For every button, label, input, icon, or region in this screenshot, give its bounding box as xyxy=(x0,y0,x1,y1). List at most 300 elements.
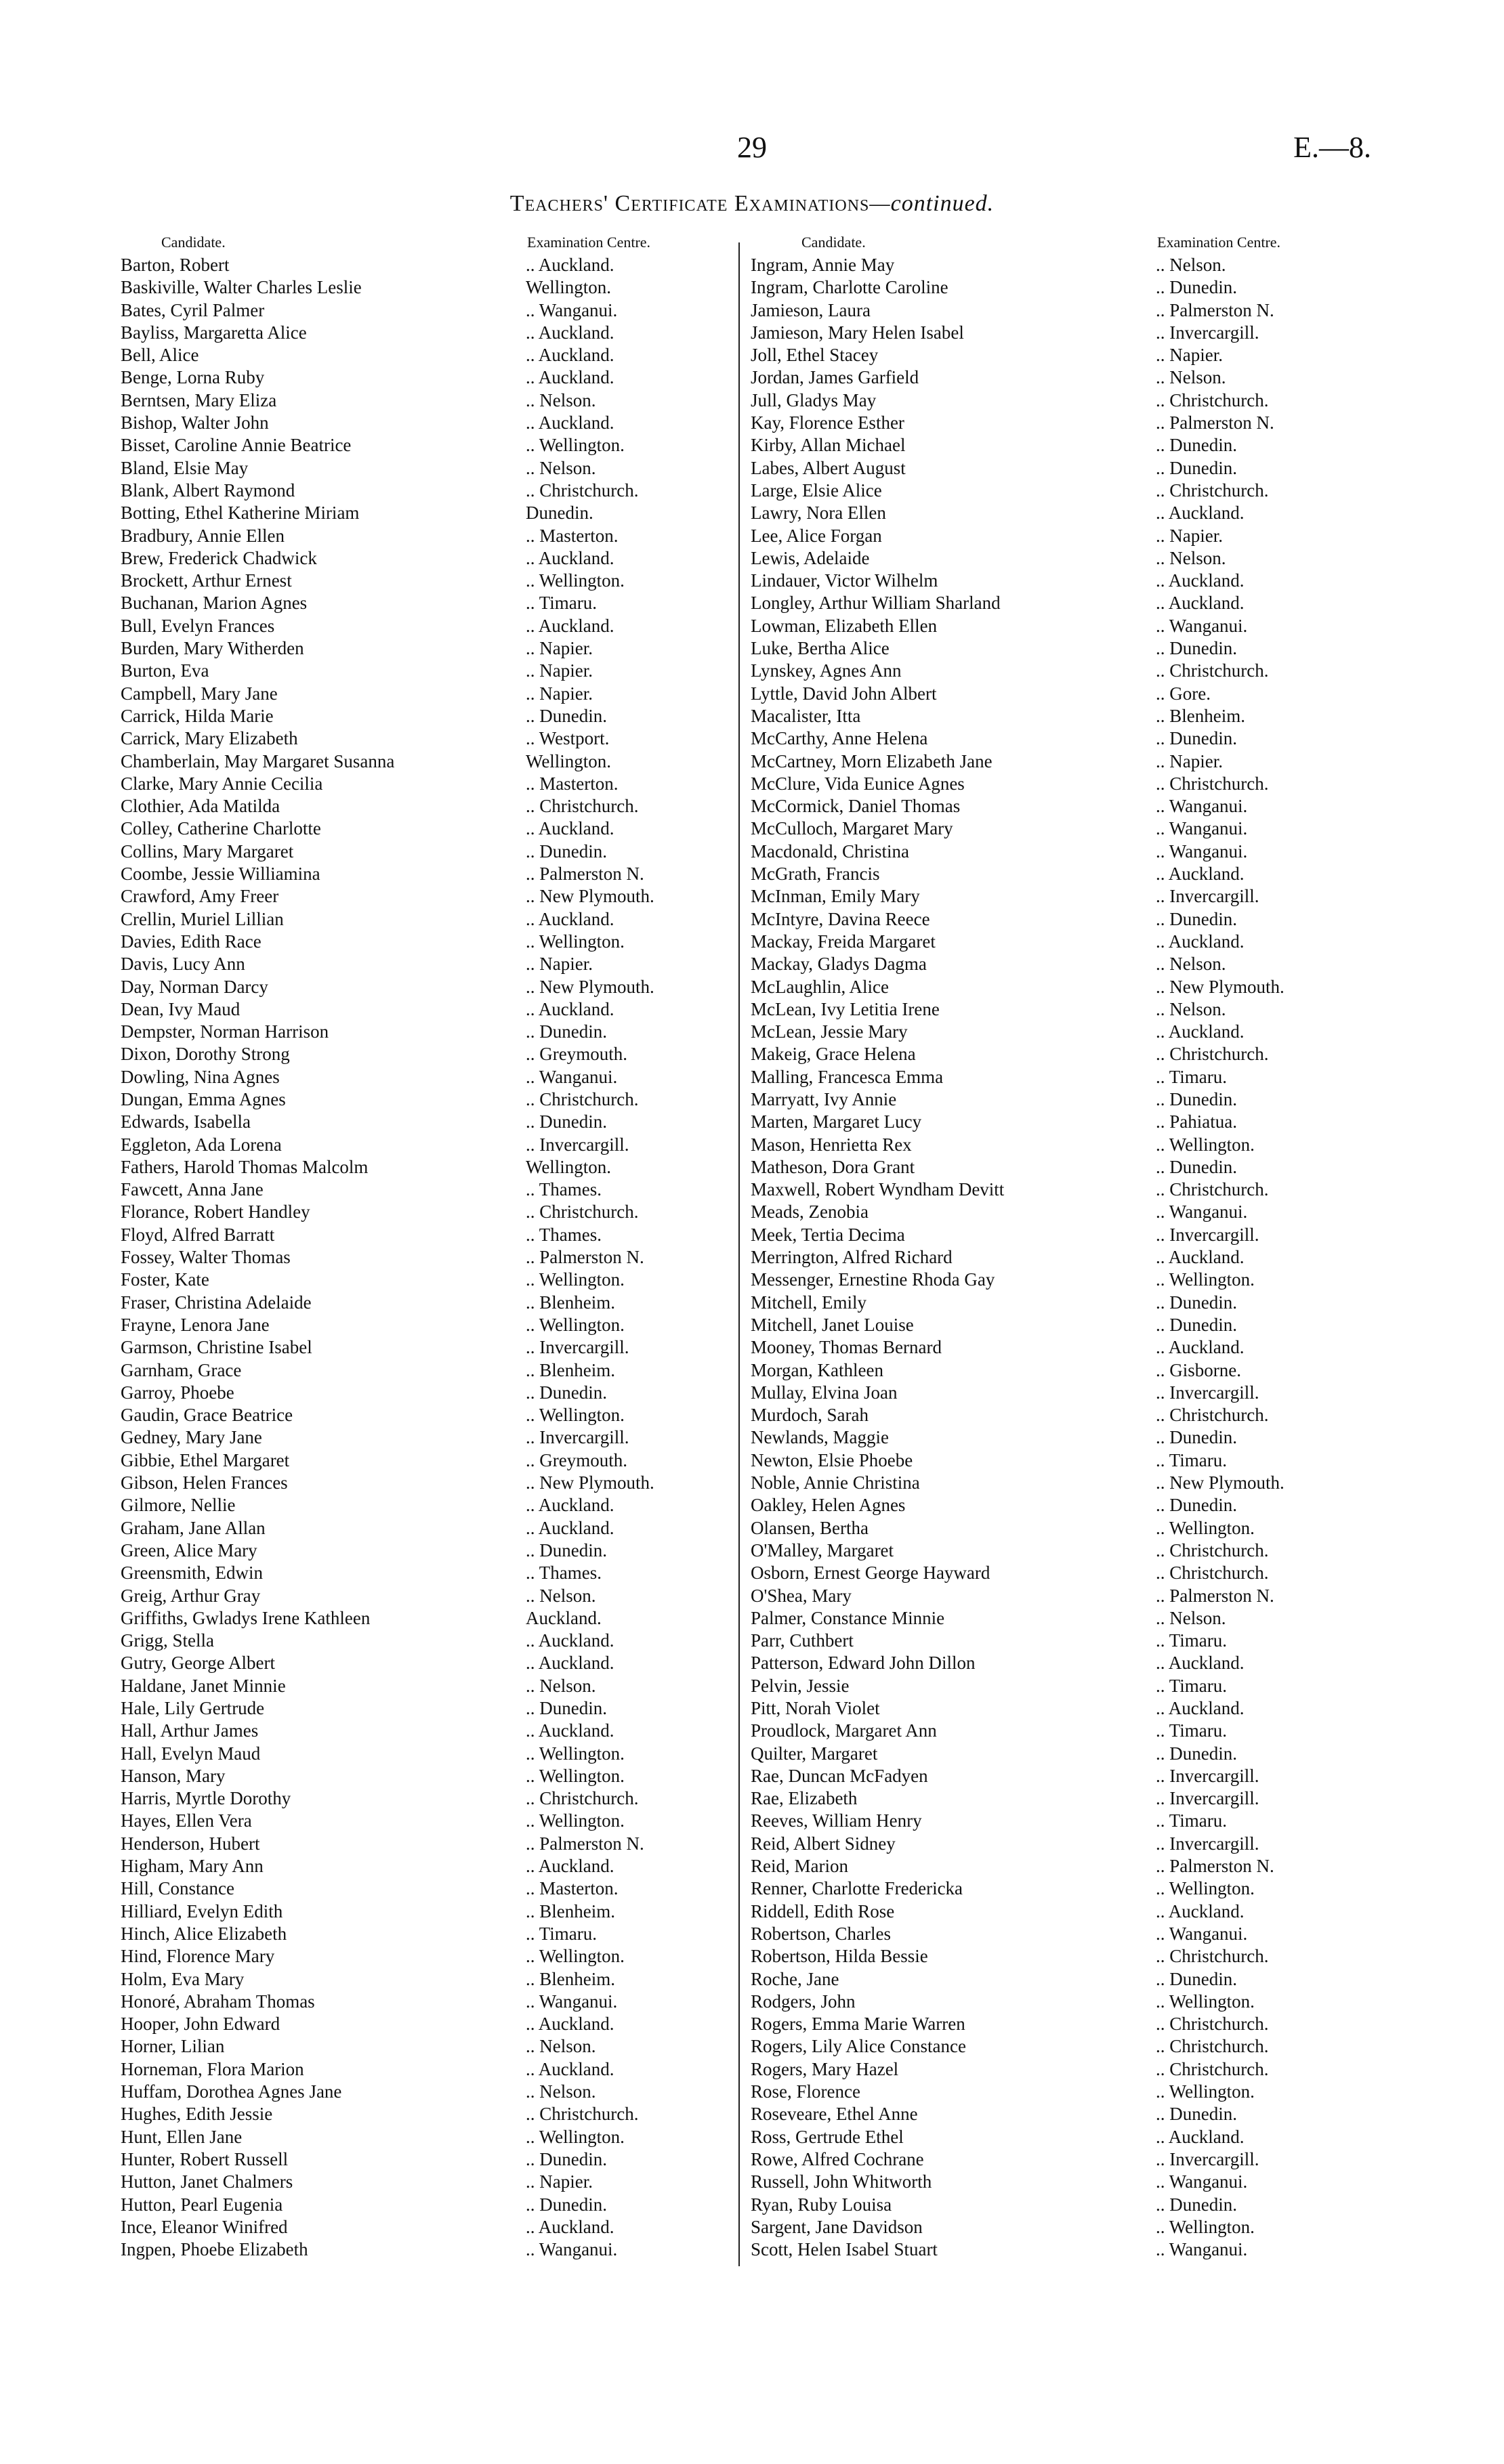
candidate-name: Meek, Tertia Decima xyxy=(751,1224,905,1245)
candidate-row xyxy=(751,1562,1374,1584)
candidate-name: Makeig, Grace Helena xyxy=(751,1044,916,1065)
candidate-row xyxy=(121,1877,744,1900)
candidate-row xyxy=(751,908,1374,931)
candidate-name: Holm, Eva Mary xyxy=(121,1968,245,1989)
examination-centre: .. Dunedin. xyxy=(1156,2194,1237,2215)
candidate-name: Fathers, Harold Thomas Malcolm xyxy=(121,1156,369,1177)
candidate-name: Pitt, Norah Violet xyxy=(751,1698,880,1718)
candidate-name: Hinch, Alice Elizabeth xyxy=(121,1923,287,1944)
examination-centre: .. Wellington. xyxy=(1156,1269,1255,1290)
candidate-name: Baskiville, Walter Charles Leslie xyxy=(121,277,362,298)
right-column xyxy=(751,234,1374,2261)
candidate-row xyxy=(121,637,744,660)
examination-centre: .. Greymouth. xyxy=(526,1449,627,1470)
candidate-row xyxy=(751,953,1374,975)
candidate-name: Dungan, Emma Agnes xyxy=(121,1088,286,1109)
candidate-row xyxy=(121,1585,744,1607)
candidate-name: Bishop, Walter John xyxy=(121,412,269,433)
candidate-name: Lyttle, David John Albert xyxy=(751,683,937,704)
examination-centre: .. Auckland. xyxy=(526,322,614,343)
examination-centre: .. Auckland. xyxy=(526,412,614,433)
left-column xyxy=(121,234,744,2261)
candidate-name: Mooney, Thomas Bernard xyxy=(751,1337,942,1358)
candidate-name: Quilter, Margaret xyxy=(751,1743,878,1764)
examination-centre: .. Auckland. xyxy=(1156,1900,1245,1921)
examination-centre: .. Auckland. xyxy=(526,367,614,388)
candidate-row xyxy=(751,1991,1374,2013)
candidate-name: McInman, Emily Mary xyxy=(751,886,920,907)
candidate-name: Proudlock, Margaret Ann xyxy=(751,1720,937,1741)
candidate-name: Dowling, Nina Agnes xyxy=(121,1066,280,1087)
candidate-row xyxy=(121,2058,744,2081)
title-main: Teachers' Certificate Examinations xyxy=(509,191,870,216)
candidate-row xyxy=(751,1810,1374,1832)
candidate-row xyxy=(121,1224,744,1246)
examination-centre: .. Dunedin. xyxy=(1156,728,1237,749)
examination-centre: .. Napier. xyxy=(526,638,593,659)
candidate-row xyxy=(751,795,1374,817)
candidate-row xyxy=(751,1877,1374,1900)
examination-centre: .. Christchurch. xyxy=(1156,1044,1269,1065)
candidate-row xyxy=(121,1991,744,2013)
candidate-name: Marryatt, Ivy Annie xyxy=(751,1088,897,1109)
candidate-row xyxy=(121,705,744,727)
examination-centre: .. Auckland. xyxy=(1156,1653,1245,1674)
candidate-name: Henderson, Hubert xyxy=(121,1833,260,1854)
candidate-row xyxy=(121,1472,744,1494)
candidate-name: Jamieson, Mary Helen Isabel xyxy=(751,322,964,343)
candidate-name: Matheson, Dora Grant xyxy=(751,1156,915,1177)
examination-centre: .. Masterton. xyxy=(526,525,619,546)
candidate-name: Hutton, Pearl Eugenia xyxy=(121,2194,283,2215)
candidate-row xyxy=(751,615,1374,637)
candidate-row xyxy=(751,683,1374,705)
candidate-row xyxy=(751,1314,1374,1336)
examination-centre: .. Dunedin. xyxy=(526,841,607,862)
candidate-name: Jamieson, Laura xyxy=(751,299,871,320)
examination-centre: .. Auckland. xyxy=(526,2014,614,2035)
candidate-name: Reid, Marion xyxy=(751,1856,848,1877)
candidate-name: Hall, Evelyn Maud xyxy=(121,1743,261,1764)
examination-centre: .. Nelson. xyxy=(526,1675,596,1696)
candidate-name: Mason, Henrietta Rex xyxy=(751,1134,912,1155)
candidate-row xyxy=(751,773,1374,795)
candidate-name: Messenger, Ernestine Rhoda Gay xyxy=(751,1269,995,1290)
candidate-name: Brockett, Arthur Ernest xyxy=(121,570,292,591)
examination-centre: .. Nelson. xyxy=(1156,954,1226,975)
examination-centre: .. Thames. xyxy=(526,1179,602,1200)
examination-centre: .. New Plymouth. xyxy=(526,1472,654,1493)
examination-centre: .. Nelson. xyxy=(1156,255,1226,275)
candidate-row xyxy=(121,299,744,322)
candidate-name: Hill, Constance xyxy=(121,1878,234,1899)
candidate-name: Garnham, Grace xyxy=(121,1359,242,1380)
examination-centre: .. Auckland. xyxy=(1156,1698,1245,1718)
examination-centre: .. Dunedin. xyxy=(1156,2104,1237,2125)
candidate-row xyxy=(121,1900,744,1923)
examination-centre: .. Napier. xyxy=(526,660,593,681)
examination-centre: .. Napier. xyxy=(1156,345,1223,366)
candidate-row xyxy=(121,1336,744,1359)
examination-centre: .. Timaru. xyxy=(1156,1810,1228,1831)
candidate-name: Mitchell, Janet Louise xyxy=(751,1314,914,1335)
candidate-name: Honoré, Abraham Thomas xyxy=(121,1991,315,2012)
candidate-row xyxy=(751,1382,1374,1404)
candidate-row xyxy=(751,1111,1374,1133)
candidate-name: Dempster, Norman Harrison xyxy=(121,1021,329,1042)
examination-centre: .. Wanganui. xyxy=(1156,1923,1248,1944)
candidate-name: Ryan, Ruby Louisa xyxy=(751,2194,892,2215)
candidate-name: Newton, Elsie Phoebe xyxy=(751,1449,913,1470)
examination-centre: .. Wellington. xyxy=(1156,2081,1255,2102)
candidate-name: Graham, Jane Allan xyxy=(121,1517,266,1538)
examination-centre: .. Palmerston N. xyxy=(1156,412,1274,433)
examination-centre: .. Dunedin. xyxy=(1156,1088,1237,1109)
examination-centre: .. Timaru. xyxy=(1156,1675,1228,1696)
candidate-name: Riddell, Edith Rose xyxy=(751,1900,895,1921)
examination-centre: .. Nelson. xyxy=(526,389,596,410)
candidate-name: Hanson, Mary xyxy=(121,1765,226,1786)
candidate-name: Horneman, Flora Marion xyxy=(121,2058,304,2079)
candidate-name: Mullay, Elvina Joan xyxy=(751,1382,898,1403)
candidate-row xyxy=(121,2171,744,2193)
candidate-name: Lewis, Adelaide xyxy=(751,547,870,568)
examination-centre: .. Auckland. xyxy=(1156,1247,1245,1268)
candidate-name: Bisset, Caroline Annie Beatrice xyxy=(121,435,352,456)
examination-centre: .. Invercargill. xyxy=(1156,1765,1259,1786)
examination-centre: .. New Plymouth. xyxy=(526,886,654,907)
candidate-row xyxy=(751,1675,1374,1697)
examination-centre: .. Dunedin. xyxy=(526,1698,607,1718)
examination-centre: .. Auckland. xyxy=(526,998,614,1019)
centre-header: Examination Centre. xyxy=(1157,234,1281,251)
page-title xyxy=(0,191,1504,217)
candidate-row xyxy=(121,931,744,953)
candidate-name: Garmson, Christine Isabel xyxy=(121,1337,312,1358)
candidate-name: Longley, Arthur William Sharland xyxy=(751,593,1001,614)
examination-centre: .. Dunedin. xyxy=(1156,1314,1237,1335)
examination-centre: .. Palmerston N. xyxy=(526,1833,644,1854)
examination-centre: .. Gore. xyxy=(1156,683,1211,704)
examination-centre: .. Christchurch. xyxy=(526,796,639,817)
candidate-row xyxy=(751,1517,1374,1539)
candidate-row xyxy=(121,1088,744,1111)
candidate-row xyxy=(121,276,744,299)
candidate-name: Hooper, John Edward xyxy=(121,2014,280,2035)
candidate-name: Mitchell, Emily xyxy=(751,1292,866,1313)
candidate-header: Candidate. xyxy=(801,234,866,251)
candidate-row xyxy=(121,885,744,908)
candidate-name: Sargent, Jane Davidson xyxy=(751,2216,923,2237)
candidate-row xyxy=(751,705,1374,727)
examination-centre: .. Nelson. xyxy=(526,457,596,478)
candidate-row xyxy=(121,1697,744,1720)
candidate-row xyxy=(121,1404,744,1426)
centre-header: Examination Centre. xyxy=(527,234,651,251)
examination-centre: .. Palmerston N. xyxy=(1156,1585,1274,1606)
candidate-row xyxy=(121,480,744,502)
examination-centre: .. Timaru. xyxy=(1156,1066,1228,1087)
candidate-row xyxy=(751,637,1374,660)
candidate-row xyxy=(751,1855,1374,1877)
candidate-row xyxy=(751,480,1374,502)
candidate-row xyxy=(121,1134,744,1156)
candidate-name: McLean, Jessie Mary xyxy=(751,1021,908,1042)
candidate-name: Rae, Duncan McFadyen xyxy=(751,1765,928,1786)
candidate-name: Burden, Mary Witherden xyxy=(121,638,304,659)
candidate-name: Parr, Cuthbert xyxy=(751,1630,854,1651)
candidate-name: Harris, Myrtle Dorothy xyxy=(121,1788,291,1809)
candidate-row xyxy=(121,2126,744,2148)
candidate-row xyxy=(121,412,744,434)
candidate-name: Lawry, Nora Ellen xyxy=(751,503,886,524)
candidate-name: Hunter, Robert Russell xyxy=(121,2148,289,2169)
examination-centre: .. Christchurch. xyxy=(1156,1179,1269,1200)
candidate-row xyxy=(121,2035,744,2058)
candidate-name: Davis, Lucy Ann xyxy=(121,954,245,975)
candidate-row xyxy=(121,1743,744,1765)
candidate-name: Hunt, Ellen Jane xyxy=(121,2126,243,2147)
candidate-row xyxy=(751,863,1374,885)
examination-centre: .. Wellington. xyxy=(1156,1991,1255,2012)
candidate-name: Gaudin, Grace Beatrice xyxy=(121,1405,293,1426)
candidate-name: Ross, Gertrude Ethel xyxy=(751,2126,904,2147)
examination-centre: .. Invercargill. xyxy=(1156,322,1259,343)
candidate-row xyxy=(121,1630,744,1652)
candidate-row xyxy=(751,1787,1374,1810)
candidate-name: Chamberlain, May Margaret Susanna xyxy=(121,750,395,771)
candidate-row xyxy=(751,570,1374,592)
candidate-row xyxy=(121,660,744,682)
candidate-name: Greig, Arthur Gray xyxy=(121,1585,261,1606)
candidate-row xyxy=(751,1945,1374,1968)
examination-centre: .. Auckland. xyxy=(1156,864,1245,885)
candidate-name: Green, Alice Mary xyxy=(121,1539,257,1560)
candidate-row xyxy=(121,2238,744,2261)
candidate-name: Benge, Lorna Ruby xyxy=(121,367,265,388)
candidate-row xyxy=(751,1539,1374,1562)
examination-centre: .. Dunedin. xyxy=(526,705,607,726)
left-candidate-list xyxy=(121,254,744,2261)
examination-centre: .. Dunedin. xyxy=(1156,1968,1237,1989)
examination-centre: .. Invercargill. xyxy=(1156,1224,1259,1245)
candidate-name: Gilmore, Nellie xyxy=(121,1495,236,1516)
candidate-name: Macdonald, Christina xyxy=(751,841,909,862)
examination-centre: .. Masterton. xyxy=(526,773,619,794)
candidate-row xyxy=(121,344,744,366)
examination-centre: .. Auckland. xyxy=(526,908,614,929)
candidate-row xyxy=(751,2013,1374,2035)
candidate-row xyxy=(751,1426,1374,1449)
candidate-name: Osborn, Ernest George Hayward xyxy=(751,1563,990,1584)
candidate-row xyxy=(751,1652,1374,1674)
candidate-row xyxy=(121,434,744,456)
candidate-name: McClure, Vida Eunice Agnes xyxy=(751,773,965,794)
examination-centre: .. Dunedin. xyxy=(526,1021,607,1042)
examination-centre: .. Blenheim. xyxy=(526,1900,615,1921)
examination-centre: .. Auckland. xyxy=(1156,1021,1245,1042)
candidate-row xyxy=(121,1426,744,1449)
candidate-name: Higham, Mary Ann xyxy=(121,1856,264,1877)
candidate-name: Blank, Albert Raymond xyxy=(121,480,295,501)
examination-centre: .. Blenheim. xyxy=(1156,705,1245,726)
candidate-row xyxy=(751,885,1374,908)
examination-centre: .. Palmerston N. xyxy=(526,1247,644,1268)
examination-centre: .. Christchurch. xyxy=(1156,389,1269,410)
candidate-name: Garroy, Phoebe xyxy=(121,1382,234,1403)
examination-centre: .. Dunedin. xyxy=(1156,1495,1237,1516)
candidate-row xyxy=(751,1607,1374,1630)
candidate-row xyxy=(751,1765,1374,1787)
candidate-name: Olansen, Bertha xyxy=(751,1517,869,1538)
candidate-name: Hayes, Ellen Vera xyxy=(121,1810,252,1831)
candidate-name: Rodgers, John xyxy=(751,1991,856,2012)
examination-centre: .. Christchurch. xyxy=(1156,773,1269,794)
candidate-name: McCulloch, Margaret Mary xyxy=(751,818,953,839)
examination-centre: .. Wellington. xyxy=(526,2126,625,2147)
examination-centre: .. Nelson. xyxy=(1156,547,1226,568)
candidate-name: Colley, Catherine Charlotte xyxy=(121,818,321,839)
candidate-name: Carrick, Mary Elizabeth xyxy=(121,728,298,749)
candidate-name: Buchanan, Marion Agnes xyxy=(121,593,308,614)
candidate-row xyxy=(751,976,1374,998)
candidate-row xyxy=(121,1043,744,1065)
candidate-row xyxy=(121,1720,744,1742)
candidate-name: McLaughlin, Alice xyxy=(751,976,889,997)
candidate-row xyxy=(751,502,1374,524)
candidate-row xyxy=(751,998,1374,1021)
candidate-row xyxy=(751,1449,1374,1472)
candidate-name: Rae, Elizabeth xyxy=(751,1788,858,1809)
candidate-row xyxy=(751,2148,1374,2171)
examination-centre: .. Wanganui. xyxy=(526,1066,618,1087)
examination-centre: .. Wanganui. xyxy=(1156,796,1248,817)
candidate-row xyxy=(751,817,1374,840)
candidate-name: Hutton, Janet Chalmers xyxy=(121,2171,293,2192)
candidate-name: Gutry, George Albert xyxy=(121,1653,275,1674)
candidate-name: Rogers, Mary Hazel xyxy=(751,2058,899,2079)
examination-centre: .. Dunedin. xyxy=(526,1382,607,1403)
examination-centre: .. Auckland. xyxy=(526,1653,614,1674)
candidate-name: McGrath, Francis xyxy=(751,864,880,885)
examination-centre: .. Auckland. xyxy=(1156,2126,1245,2147)
examination-centre: .. Wellington. xyxy=(526,1269,625,1290)
candidate-name: Large, Elsie Alice xyxy=(751,480,882,501)
candidate-name: Ingram, Charlotte Caroline xyxy=(751,277,948,298)
examination-centre: .. Dunedin. xyxy=(1156,1292,1237,1313)
examination-centre: .. Dunedin. xyxy=(1156,1156,1237,1177)
candidate-name: Bayliss, Margaretta Alice xyxy=(121,322,307,343)
candidate-row xyxy=(121,2216,744,2238)
candidate-row xyxy=(121,322,744,344)
candidate-name: Rogers, Emma Marie Warren xyxy=(751,2014,965,2035)
candidate-name: Kay, Florence Esther xyxy=(751,412,904,433)
examination-centre: .. Dunedin. xyxy=(1156,457,1237,478)
right-column-header xyxy=(751,234,1374,254)
candidate-row xyxy=(121,1494,744,1516)
candidate-name: Pelvin, Jessie xyxy=(751,1675,850,1696)
examination-centre: .. Auckland. xyxy=(526,255,614,275)
examination-centre: .. Timaru. xyxy=(1156,1630,1228,1651)
candidate-row xyxy=(751,2058,1374,2081)
examination-centre: .. Dunedin. xyxy=(526,1539,607,1560)
candidate-name: Lee, Alice Forgan xyxy=(751,525,882,546)
examination-centre: .. Blenheim. xyxy=(526,1359,615,1380)
examination-centre: .. Auckland. xyxy=(1156,570,1245,591)
examination-centre: .. Blenheim. xyxy=(526,1292,615,1313)
candidate-row xyxy=(121,1923,744,1945)
examination-centre: .. Christchurch. xyxy=(1156,2036,1269,2057)
candidate-name: Greensmith, Edwin xyxy=(121,1563,263,1584)
examination-centre: .. Timaru. xyxy=(1156,1720,1228,1741)
examination-centre: .. Auckland. xyxy=(1156,503,1245,524)
title-suffix: —continued. xyxy=(869,191,995,216)
candidate-row xyxy=(121,254,744,276)
candidate-name: Coombe, Jessie Williamina xyxy=(121,864,320,885)
candidate-row xyxy=(121,1968,744,1991)
examination-centre: .. Wellington. xyxy=(1156,1517,1255,1538)
candidate-name: Griffiths, Gwladys Irene Kathleen xyxy=(121,1607,371,1628)
candidate-name: Bradbury, Annie Ellen xyxy=(121,525,285,546)
candidate-name: Meads, Zenobia xyxy=(751,1202,869,1223)
candidate-row xyxy=(121,727,744,750)
examination-centre: .. Invercargill. xyxy=(1156,1382,1259,1403)
candidate-row xyxy=(751,2035,1374,2058)
candidate-name: Mackay, Freida Margaret xyxy=(751,931,936,952)
examination-centre: .. Christchurch. xyxy=(1156,1405,1269,1426)
examination-centre: .. Napier. xyxy=(526,954,593,975)
candidate-row xyxy=(121,366,744,389)
candidate-name: Lindauer, Victor Wilhelm xyxy=(751,570,938,591)
candidate-row xyxy=(751,1021,1374,1043)
examination-centre: .. Nelson. xyxy=(526,1585,596,1606)
candidate-name: Lowman, Elizabeth Ellen xyxy=(751,615,938,636)
examination-centre: .. Auckland. xyxy=(526,1720,614,1741)
candidate-name: Brew, Frederick Chadwick xyxy=(121,547,317,568)
examination-centre: .. Thames. xyxy=(526,1224,602,1245)
candidate-name: Maxwell, Robert Wyndham Devitt xyxy=(751,1179,1005,1200)
examination-centre: .. Auckland. xyxy=(1156,931,1245,952)
candidate-row xyxy=(751,2171,1374,2193)
candidate-name: Roseveare, Ethel Anne xyxy=(751,2104,918,2125)
examination-centre: .. Wanganui. xyxy=(1156,841,1248,862)
candidate-name: Crellin, Muriel Lillian xyxy=(121,908,284,929)
examination-centre: .. Wellington. xyxy=(1156,1878,1255,1899)
candidate-row xyxy=(751,1088,1374,1111)
candidate-name: O'Shea, Mary xyxy=(751,1585,852,1606)
examination-centre: .. Timaru. xyxy=(1156,1449,1228,1470)
examination-centre: .. Christchurch. xyxy=(1156,480,1269,501)
candidate-row xyxy=(751,412,1374,434)
candidate-name: Florance, Robert Handley xyxy=(121,1202,310,1223)
candidate-row xyxy=(751,547,1374,570)
candidate-name: Hilliard, Evelyn Edith xyxy=(121,1900,283,1921)
candidate-name: Hale, Lily Gertrude xyxy=(121,1698,265,1718)
candidate-row xyxy=(751,299,1374,322)
examination-centre: .. Wellington. xyxy=(526,931,625,952)
examination-centre: .. Wellington. xyxy=(526,1765,625,1786)
candidate-row xyxy=(121,1833,744,1855)
examination-centre: .. Dunedin. xyxy=(526,2148,607,2169)
examination-centre: .. Dunedin. xyxy=(526,1111,607,1132)
candidate-row xyxy=(121,1021,744,1043)
candidate-name: Rowe, Alfred Cochrane xyxy=(751,2148,924,2169)
candidate-row xyxy=(751,1630,1374,1652)
examination-centre: .. Wellington. xyxy=(526,1810,625,1831)
candidate-name: Noble, Annie Christina xyxy=(751,1472,920,1493)
candidate-name: Joll, Ethel Stacey xyxy=(751,345,879,366)
candidate-row xyxy=(121,683,744,705)
